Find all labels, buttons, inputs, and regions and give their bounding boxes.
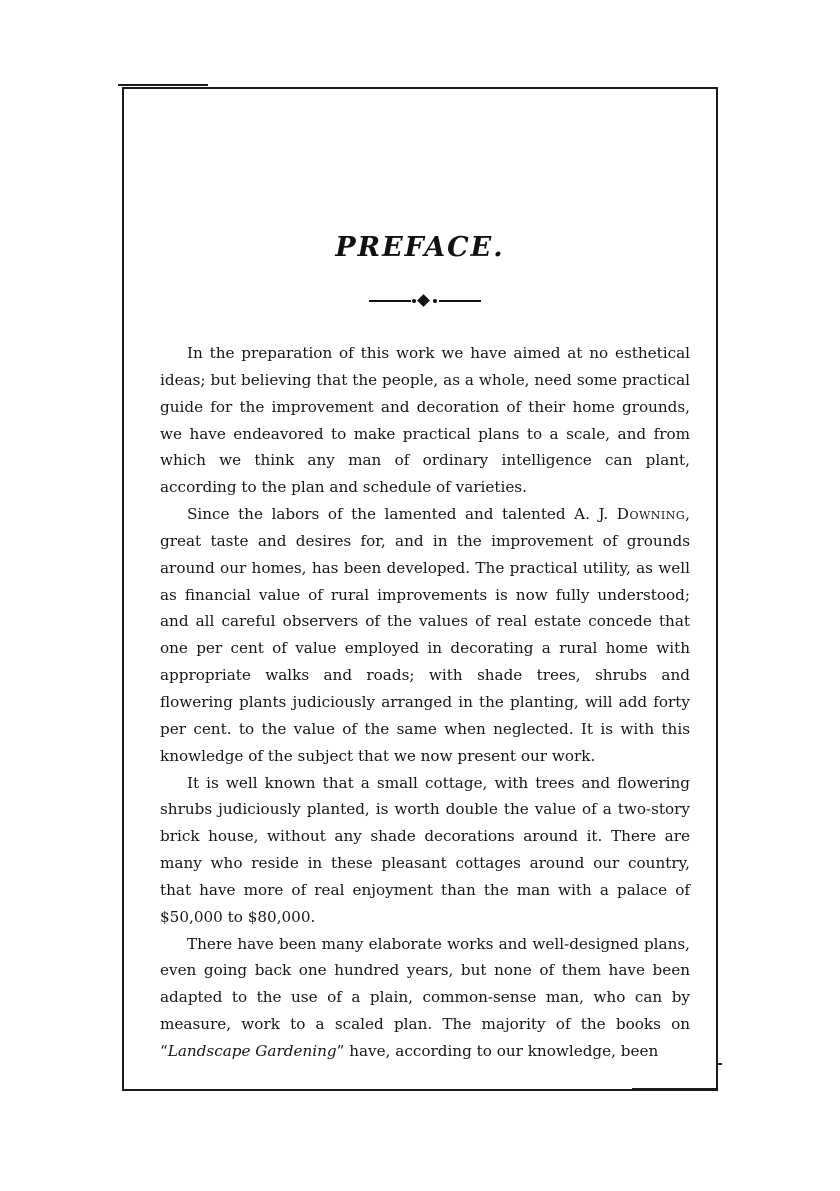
paragraph-4-rest: ” have, according to our knowledge, been — [336, 1041, 659, 1060]
paragraph-4 — [160, 931, 690, 1065]
ornament-dot-left — [412, 299, 416, 303]
paragraph-2-start: Since the labors of the lamented and talented A. J. — [187, 505, 617, 524]
paragraph-1: In the preparation of this work we have aimed at no esthetical ideas; but believing that the people, as a whole, need some practical guide for the improvement and decoration of their home grounds, we have endeavored to make practical plans to a scale, and from which we think any man of ordinary intelligence can plant, according to the plan and schedule of varieties. — [160, 344, 690, 497]
ornament-rule-left — [369, 300, 411, 302]
paragraph-4-start: There have been many elaborate works and well-designed plans, even going back one hundred years, but none of them have been adapted to the use of a plain, common-sense man, who can by measure, work to a scaled plan. The majority of the books on “ — [160, 934, 690, 1060]
preface-body — [160, 340, 690, 1065]
page-title: PREFACE. — [335, 232, 505, 263]
paragraph-2 — [160, 501, 690, 769]
margin-mark — [717, 1063, 722, 1065]
book-title: Landscape Gardening — [167, 1041, 337, 1060]
paragraph-2-rest: , great taste and desires for, and in the improvement of grounds around our homes, has been developed. The practical utility, as well as financial value of rural improvements is now fully understood; and all careful observers of the values of real estate concede that one per cent of value employed in decorating a rural home with appropriate walks and roads; with shade trees, shrubs and flowering plants judiciously arranged in the planting, will add forty per cent. to the value of the same when neglected. It is with this knowledge of the subject that we now present our work. — [160, 505, 690, 765]
top-rule — [118, 84, 208, 86]
bottom-rule — [632, 1088, 718, 1090]
ornament-rule-right — [439, 300, 481, 302]
author-name: Downing — [616, 505, 686, 524]
ornament-diamond — [417, 294, 430, 307]
paragraph-3: It is well known that a small cottage, with trees and flowering shrubs judiciously planted, is worth double the value of a two-story brick house, without any shade decorations around it. There are many who reside in these pleasant cottages around our country, that have more of real enjoyment than the man with a palace of $50,000 to $80,000. — [160, 773, 690, 926]
divider-ornament — [369, 293, 481, 309]
ornament-dot-right — [433, 299, 437, 303]
